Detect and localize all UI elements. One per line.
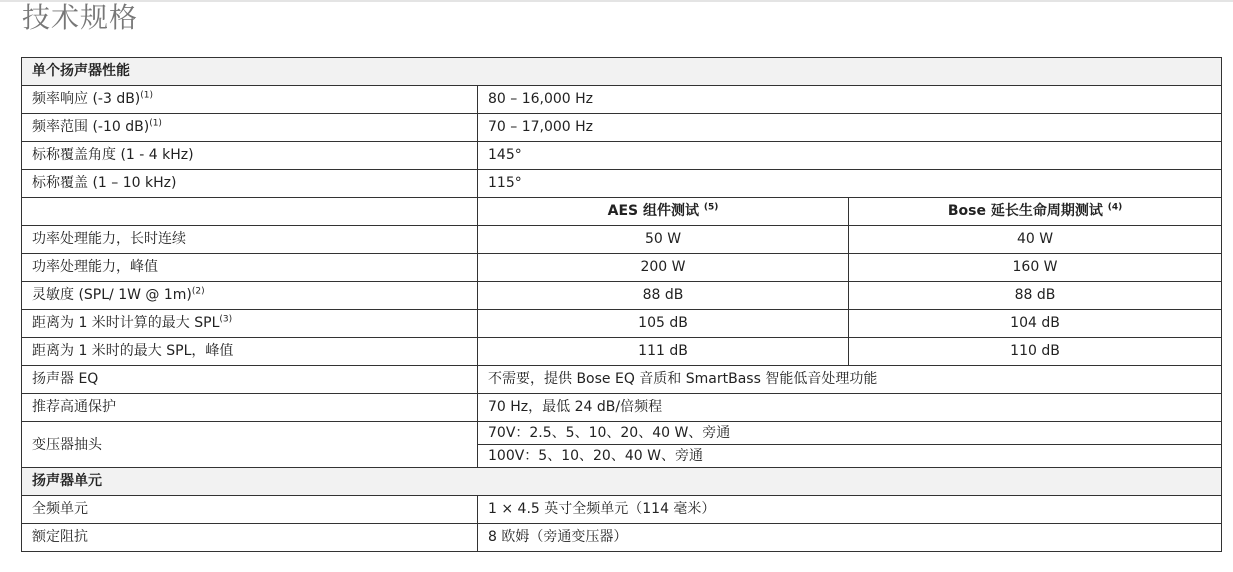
- bose-value: 110 dB: [849, 338, 1222, 366]
- row-value: 70 Hz，最低 24 dB/倍频程: [478, 394, 1222, 422]
- table-row: [22, 282, 1222, 310]
- table-row: [22, 226, 1222, 254]
- row-label: 距离为 1 米时的最大 SPL，峰值: [22, 338, 478, 366]
- aes-value: 50 W: [478, 226, 849, 254]
- aes-value: 88 dB: [478, 282, 849, 310]
- section-header: 扬声器单元: [22, 468, 1222, 496]
- table-row: [22, 114, 1222, 142]
- table-row: [22, 524, 1222, 552]
- table-row: [22, 394, 1222, 422]
- row-label: 灵敏度 (SPL/ 1W @ 1m)$^{(2)}$: [22, 282, 478, 310]
- table-row: [22, 496, 1222, 524]
- table-row: [22, 170, 1222, 198]
- row-value: 80 – 16,000 Hz: [478, 86, 1222, 114]
- row-value: 1 × 4.5 英寸全频单元（114 毫米）: [478, 496, 1222, 524]
- row-label: 扬声器 EQ: [22, 366, 478, 394]
- bose-value: 160 W: [849, 254, 1222, 282]
- row-value: 8 欧姆（旁通变压器）: [478, 524, 1222, 552]
- table-row: [22, 254, 1222, 282]
- top-divider: [0, 0, 1233, 2]
- row-value: 不需要，提供 Bose EQ 音质和 SmartBass 智能低音处理功能: [478, 366, 1222, 394]
- aes-value: 105 dB: [478, 310, 849, 338]
- row-label: 距离为 1 米时计算的最大 SPL$^{(3)}$: [22, 310, 478, 338]
- aes-value: 200 W: [478, 254, 849, 282]
- row-value: 145°: [478, 142, 1222, 170]
- section-row-transducers: [22, 468, 1222, 496]
- row-label: 频率响应 (-3 dB)$^{(1)}$: [22, 86, 478, 114]
- section-row-performance: [22, 58, 1222, 86]
- bose-value: 40 W: [849, 226, 1222, 254]
- row-label: 推荐高通保护: [22, 394, 478, 422]
- spec-table: [21, 57, 1222, 552]
- bose-value: 88 dB: [849, 282, 1222, 310]
- page-title: 技术规格: [22, 1, 139, 34]
- row-value: 70 – 17,000 Hz: [478, 114, 1222, 142]
- footnote-marker: (2): [191, 286, 205, 297]
- row-label: 标称覆盖角度 (1 - 4 kHz): [22, 142, 478, 170]
- table-row: [22, 310, 1222, 338]
- row-label: 功率处理能力，峰值: [22, 254, 478, 282]
- bose-value: 104 dB: [849, 310, 1222, 338]
- row-label: 额定阻抗: [22, 524, 478, 552]
- table-row: [22, 422, 1222, 445]
- table-row: [22, 366, 1222, 394]
- table-row: [22, 338, 1222, 366]
- row-label: 变压器抽头: [22, 422, 478, 468]
- aes-test-header: AES 组件测试 $^{(5)}$: [478, 198, 849, 226]
- row-value: 115°: [478, 170, 1222, 198]
- empty-cell: [22, 198, 478, 226]
- row-label: 频率范围 (-10 dB)$^{(1)}$: [22, 114, 478, 142]
- tap-100v-value: 100V：5、10、20、40 W、旁通: [478, 445, 1222, 468]
- test-header-row: [22, 198, 1222, 226]
- row-label: 全频单元: [22, 496, 478, 524]
- footnote-marker: (3): [219, 314, 233, 325]
- tap-70v-value: 70V：2.5、5、10、20、40 W、旁通: [478, 422, 1222, 445]
- footnote-marker: (5): [703, 202, 719, 213]
- table-row: [22, 86, 1222, 114]
- aes-value: 111 dB: [478, 338, 849, 366]
- footnote-marker: (4): [1107, 202, 1123, 213]
- row-label: 标称覆盖 (1 – 10 kHz): [22, 170, 478, 198]
- row-label: 功率处理能力，长时连续: [22, 226, 478, 254]
- footnote-marker: (1): [149, 118, 162, 129]
- table-row: [22, 142, 1222, 170]
- footnote-marker: (1): [140, 90, 154, 101]
- section-header: 单个扬声器性能: [22, 58, 1222, 86]
- bose-test-header: Bose 延长生命周期测试 $^{(4)}$: [849, 198, 1222, 226]
